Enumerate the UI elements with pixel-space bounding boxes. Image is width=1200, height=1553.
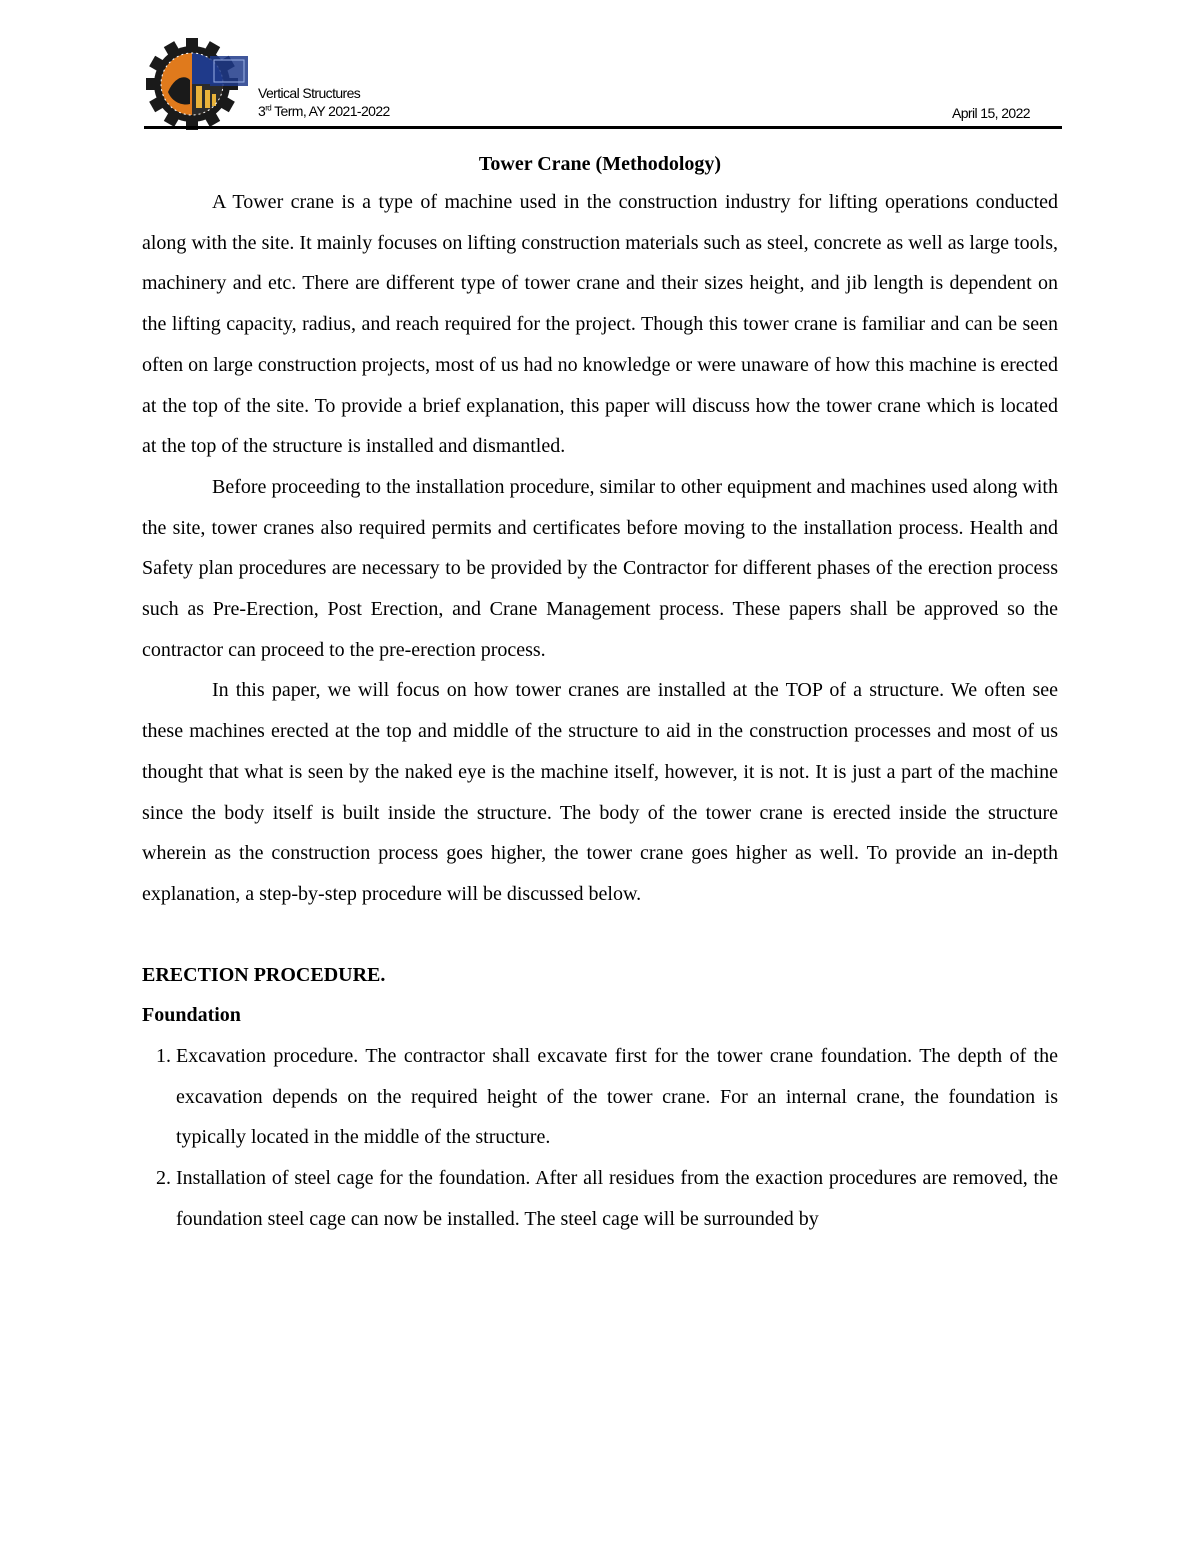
institution-logo-icon: [142, 38, 254, 130]
term-number: 3: [258, 103, 266, 119]
document-date: April 15, 2022: [952, 105, 1030, 121]
subsection-heading-foundation: Foundation: [142, 1004, 241, 1027]
list-item: 1. Excavation procedure. The contractor shall excavate first for the tower crane foundation. The depth of the excavation depends on the required height of the tower crane. For an internal crane, the foundation is typically located in the middle of the structure.: [176, 1036, 1058, 1158]
list-item: 2. Installation of steel cage for the foundation. After all residues from the exaction procedures are removed, the foundation steel cage can now be installed. The steel cage will be surrounded by: [176, 1158, 1058, 1239]
page-header: [142, 38, 1062, 132]
procedure-steps-list: [142, 1036, 1058, 1240]
document-title: Tower Crane (Methodology): [478, 153, 722, 175]
header-divider: [144, 126, 1062, 129]
term-rest: Term, AY 2021-2022: [271, 103, 390, 119]
course-name: Vertical Structures: [258, 85, 361, 101]
section-spacer: [142, 915, 1058, 955]
section-heading-erection-procedure: ERECTION PROCEDURE.: [142, 963, 386, 986]
academic-term: [258, 102, 390, 120]
document-body: [142, 146, 1058, 1240]
paragraph-focus: In this paper, we will focus on how tower cranes are installed at the TOP of a structure. We often see these machines erected at the top and middle of the structure to aid in the construction processes and most of us thought that what is seen by the naked eye is the machine itself, however, it is not. It is just a part of the machine since the body itself is built inside the structure. The body of the tower crane is erected inside the structure wherein as the construction process goes higher, the tower crane goes higher as well. To provide an in-depth explanation, a step-by-step procedure will be discussed below.: [142, 679, 1058, 905]
paragraph-permits: Before proceeding to the installation procedure, similar to other equipment and machines used along with the site, tower cranes also required permits and certificates before moving to the installation process. Health and Safety plan procedures are necessary to be provided by the Contractor for different phases of the erection process such as Pre-Erection, Post Erection, and Crane Management process. These papers shall be approved so the contractor can proceed to the pre-erection process.: [142, 475, 1058, 661]
term-suffix: rd: [265, 103, 272, 113]
paragraph-introduction: A Tower crane is a type of machine used in the construction industry for lifting operations conducted along with the site. It mainly focuses on lifting construction materials such as steel, concrete as well as large tools, machinery and etc. There are different type of tower crane and their sizes height, and jib length is dependent on the lifting capacity, radius, and reach required for the project. Though this tower crane is familiar and can be seen often on large construction projects, most of us had no knowledge or were unaware of how this machine is erected at the top of the site. To provide a brief explanation, this paper will discuss how the tower crane which is located at the top of the structure is installed and dismantled.: [142, 191, 1058, 458]
